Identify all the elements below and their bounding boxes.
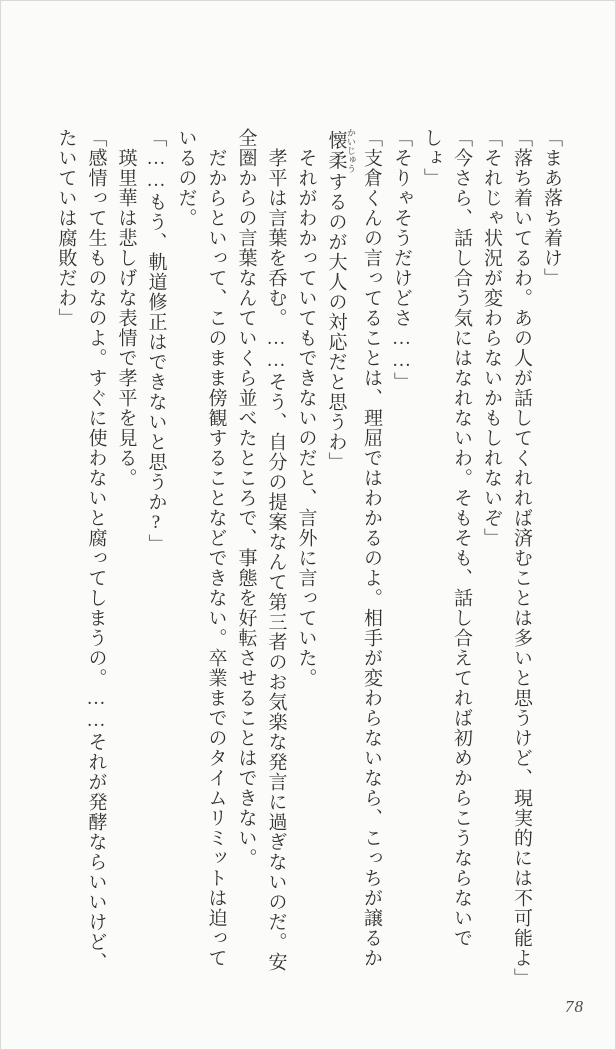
- text-line: 「そりゃそうだけどさ……」: [391, 128, 412, 392]
- text-line: たいていは腐敗だわ」: [55, 128, 77, 328]
- furigana-base: 懐柔: [325, 128, 347, 173]
- furigana-reading: かいじゅう: [346, 128, 356, 173]
- text-line: 瑛里華は悲しげな表情で孝平を見る。: [115, 148, 137, 488]
- furigana-ruby: [325, 128, 356, 173]
- text-line: それがわかっていてもできないのだと、言外に言っていた。: [295, 148, 317, 688]
- text-line: 「まあ落ち着け」: [541, 128, 562, 288]
- text-line: 「落ち着いてるわ。あの人が話してくれれば済むことは多いと思うけど、現実的には不可能よ」: [511, 128, 532, 988]
- text-line: しょ」: [421, 128, 442, 188]
- text-line: 「感情って生ものなのよ。すぐに使わないと腐ってしまうの。……それが発酵ならいいけど、: [85, 128, 107, 972]
- book-page-text: [51, 128, 567, 1004]
- page-number: 78: [565, 997, 584, 1016]
- text-line: 「支倉くんの言ってることは、理屈ではわかるのよ。相手が変わらないなら、こっちが譲るか: [361, 128, 382, 968]
- text-line: 「今さら、話し合う気にはなれないわ。そもそも、話し合えてれば初めからこうならないで: [451, 128, 472, 948]
- text-line-rest: するのが大人の対応だと思うわ」: [325, 171, 347, 472]
- text-line: 「……もう、軌道修正はできないと思うか?」: [145, 128, 167, 554]
- text-line: 孝平は言葉を呑む。……そう、自分の提案なんて第三者のお気楽な発言に過ぎないのだ。安: [265, 148, 287, 972]
- text-line: だからといって、このまま傍観することなどできない。卒業までのタイムリミットは迫って: [205, 148, 227, 968]
- text-line: 全圏からの言葉なんていくら並べたところで、事態を好転させることはできない。: [235, 128, 257, 868]
- text-line: 「それじゃ状況が変わらないかもしれないぞ」: [481, 128, 502, 548]
- text-line-with-furigana: [321, 128, 357, 1004]
- text-line: いるのだ。: [175, 128, 197, 228]
